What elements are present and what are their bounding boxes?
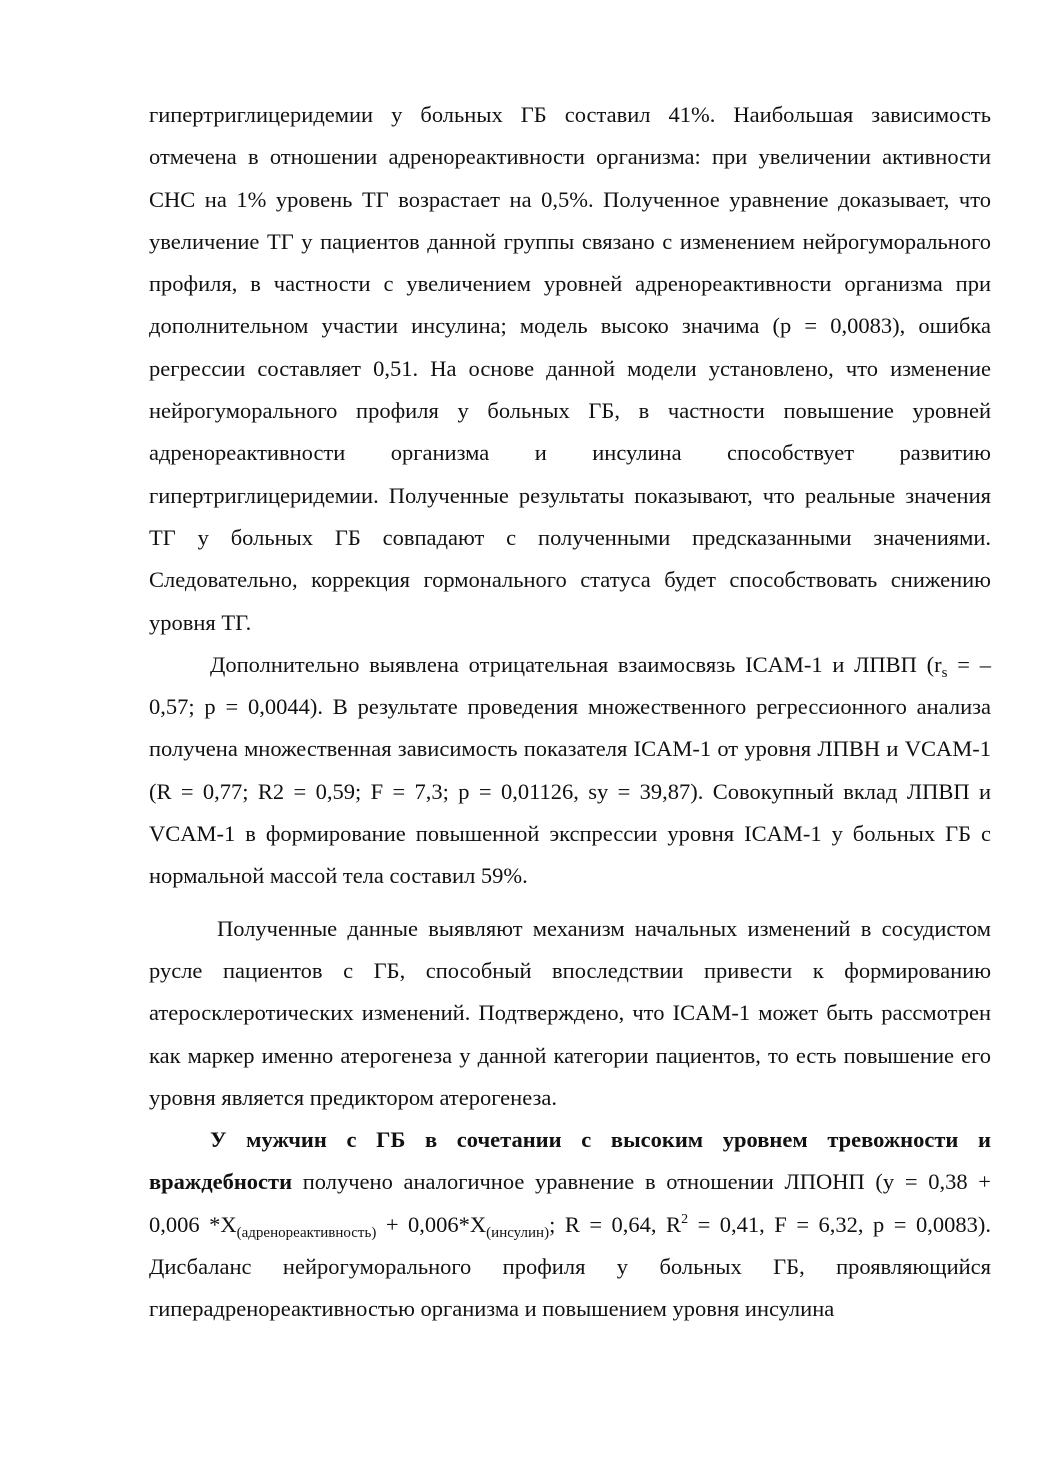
paragraph-atherogenesis: Полученные данные выявляют механизм начальных изменений в сосудистом русле пациентов с ГБ, способный впоследствии привести к формированию атеросклеротических изменений. Подтверждено, что ICAM-1 может быть рассмотрен как маркер именно атерогенеза у данной категории пациентов, то есть повышение его уровня является предиктором атерогенеза. (149, 915, 991, 1110)
paragraph-men-anxiety (149, 1119, 991, 1330)
p2-text-b: = – 0,57; р = 0,0044). В результате проведения множественного регрессионного анализа получена множественная зависимость показателя ICAM-1 от уровня ЛПВН и VCAM-1 (R = 0,77; R2 = 0,59; F = 7,3; p = 0,01126, sy = 39,87). Совокупный вклад ЛПВП и VCAM-1 в формирование повышенной экспрессии уровня ICAM-1 у больных ГБ с нормальной массой тела составил 59%. (149, 651, 991, 889)
paragraph-icam-correlation (149, 644, 991, 898)
sub-adrenoreactivity: (адренореактивность) (236, 1224, 377, 1241)
bold-lead-in: У мужчин с ГБ в сочетании с высоким уровнем тревожности и враждебности (149, 1127, 991, 1195)
p4-text-4: = 0,41, F = 6,32, p = 0,0083). Дисбаланс нейрогуморального профиля у больных ГБ, проявляющийся гиперадренореактивностью организма и повышением уровня инсулина (149, 1211, 991, 1322)
p2-text-a: Дополнительно выявлена отрицательная взаимосвязь ICAM-1 и ЛПВП (r (210, 651, 942, 677)
rs-subscript: s (941, 664, 948, 681)
r-squared-superscript: 2 (681, 1211, 689, 1227)
document-body (149, 94, 991, 1331)
p4-text-3: ; R = 0,64, R (549, 1211, 682, 1237)
sub-insulin: (инсулин) (486, 1224, 550, 1241)
p4-text-1: получено аналогичное уравнение в отношении ЛПОНП (у = 0,38 + 0,006 *X (149, 1169, 991, 1237)
p4-text-2: + 0,006*X (376, 1211, 487, 1237)
paragraph-hypertriglyceridemia: гипертриглицеридемии у больных ГБ составил 41%. Наибольшая зависимость отмечена в отношении адренореактивности организма: при увеличении активности СНС на 1% уровень ТГ возрастает на 0,5%. Полученное уравнение доказывает, что увеличение ТГ у пациентов данной группы связано с изменением нейрогуморального профиля, в частности с увеличением уровней адренореактивности организма при дополнительном участии инсулина; модель высоко значима (р = 0,0083), ошибка регрессии составляет 0,51. На основе данной модели установлено, что изменение нейрогуморального профиля у больных ГБ, в частности повышение уровней адренореактивности организма и инсулина способствует развитию гипертриглицеридемии. Полученные результаты показывают, что реальные значения ТГ у больных ГБ совпадают с полученными предсказанными значениями. Следовательно, коррекция гормонального статуса будет способствовать снижению уровня ТГ. (149, 102, 991, 635)
